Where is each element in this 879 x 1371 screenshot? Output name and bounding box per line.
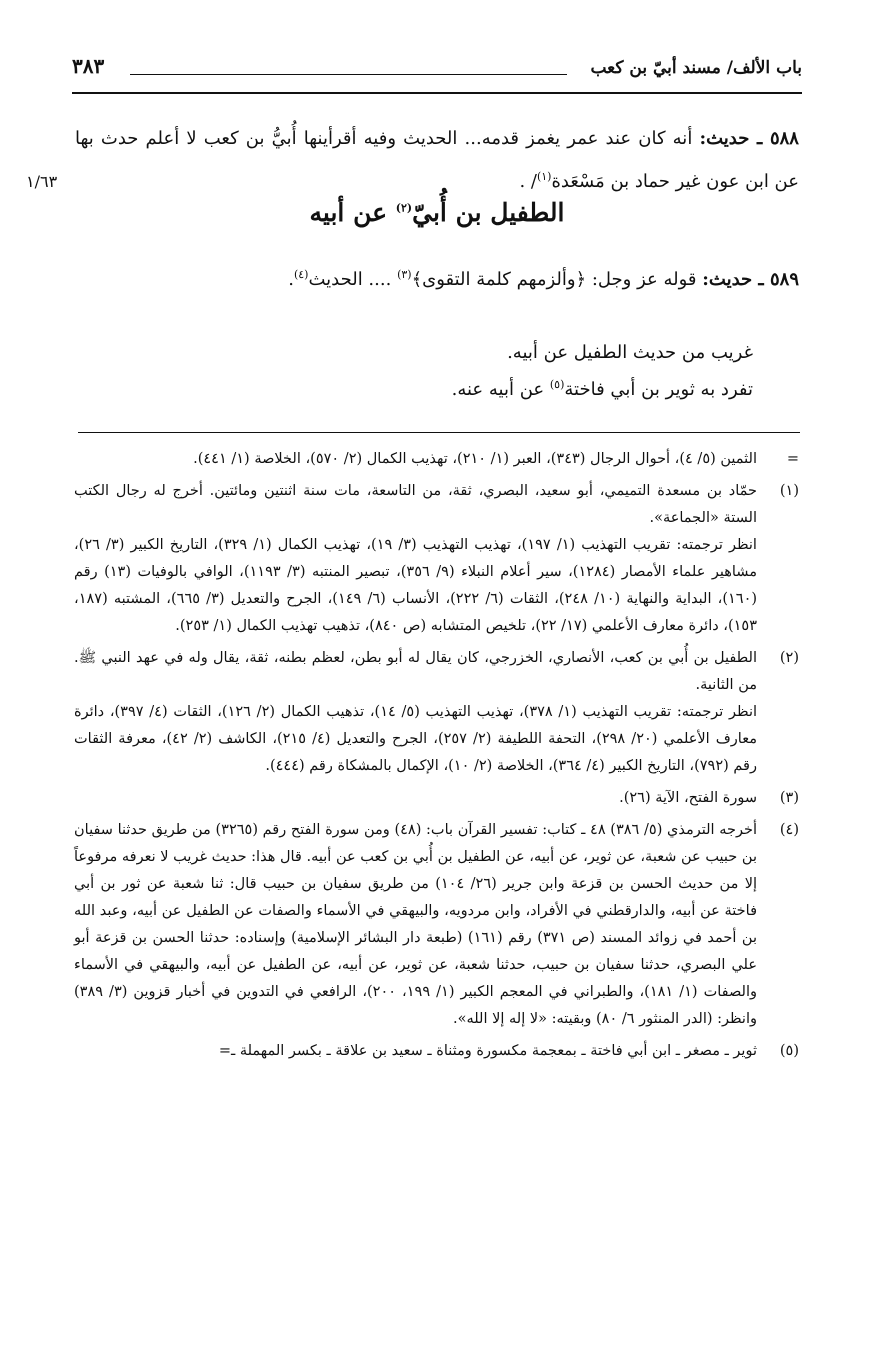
page-number: ٣٨٣ — [72, 54, 105, 78]
footnote-ref-4[interactable]: (٤) — [293, 268, 309, 281]
footnote-number: (٤) — [779, 822, 799, 838]
footnote-text: انظر ترجمته: تقريب التهذيب (١/ ١٩٧)، تهذيب التهذيب (٣/ ١٩)، تهذيب الكمال (١/ ٣٢٩)، التاريخ الكبير (٣/ ٢٦)، مشاهير علماء الأمصار (١٢٨٤)، سير أعلام النبلاء (٩/ ٣٥٦)، تبصير المنتبه (٣/ ١١٩٣)، الوافي بالوفيات (١٣) رقم (١٦٠)، البداية والنهاية (١٠/ ٢٤٨)، الثقات (٦/ ٢٢٢)، الأنساب (٦/ ١٤٩)، الجرح والتعديل (٣/ ٦٦٥)، المشتبه (١٨٧، ١٥٣)، دائرة معارف الأعلمي (١٧/ ٢٢)، تلخيص المتشابه (ص ٨٤٠)، تذهيب تهذيب الكمال (١/ ٢٥٣). — [74, 537, 758, 634]
footnote-ref-1[interactable]: (١) — [536, 170, 552, 183]
footnote-text: أخرجه الترمذي (٥/ ٣٨٦) ٤٨ ـ كتاب: تفسير القرآن باب: (٤٨) ومن سورة الفتح رقم (٣٢٦٥) من طريق حدثنا سفيان بن حبيب عن شعبة، عن ثوير، عن أبيه، عن الطفيل بن أُبي بن كعب عن أبيه. قال هذا: حديث غريب لا نعرفه مرفوعاً إلا من حديث الحسن بن قزعة وابن جرير (٢٦/ ١٠٤) من طريق سفيان بن حبيب قال: ثنا شعبة عن ثور بن أبي فاختة عن أبيه، والدارقطني في الأفراد، وابن مردويه، والبيهقي في الأسماء والصفات عن الطفيل عن أبيه، وعبد الله بن أحمد في زوائد المسند (ص ٣٧١) رقم (١٦١) (طبعة دار البشائر الإسلامية) وإسناده: حدثنا الحسن بن قزعة أبو علي البصري، حدثنا سفيان بن حبيب، حدثنا شعبة، عن ثوير، عن أبيه، عن الطفيل عن أبيه، والبيهقي في الأسماء والصفات (١/ ١٨١)، والطبراني في المعجم الكبير (١/ ١٩٩، ٢٠٠)، الرافعي في التدوين في أخبار قزوين (٣/ ٣٨٩) وانظر: (الدر المنثور ٦/ ٨٠) وبقيته: «لا إله إلا الله». — [74, 822, 758, 1027]
hadith-588-text: أنه كان عند عمر يغمز قدمه... الحديث وفيه أقرأينها أُبيُّ بن كعب لا أعلم حدث بها عن ابن عون غير حماد بن مَسْعَدة — [75, 128, 799, 192]
hadith-588-text-end: / . — [519, 171, 537, 192]
heading-text-end: عن أبيه — [309, 198, 388, 227]
footnote-number: (٢) — [779, 650, 799, 666]
hadith-589 — [75, 256, 799, 299]
footnote-ref-2[interactable]: (٢) — [395, 201, 413, 215]
footnote-separator — [78, 432, 800, 433]
footnote-ref-5[interactable]: (٥) — [549, 378, 565, 391]
footnote-5 — [74, 1038, 799, 1065]
hadith-588-label: ٥٨٨ ـ حديث: — [699, 128, 799, 149]
footnote-text: الطفيل بن أُبي بن كعب، الأنصاري، الخزرجي، كان يقال له أبو بطن، لعظم بطنه، ثقة، يقال وله في عهد النبي ﷺ. من الثانية. — [74, 650, 757, 693]
running-title: باب الألف/ مسند أبيّ بن كعب — [590, 58, 802, 78]
hadith-588 — [75, 120, 799, 201]
footnote-text: الثمين (٥/ ٤)، أحوال الرجال (٣٤٣)، العبر (١/ ٢١٠)، تهذيب الكمال (٢/ ٥٧٠)، الخلاصة (١/ ٤٤١). — [193, 451, 757, 467]
hadith-589-text-end: . — [288, 269, 294, 290]
header-rule — [130, 74, 567, 75]
footnote-number: (١) — [779, 483, 799, 499]
note-line-1: غريب من حديث الطفيل عن أبيه. — [507, 342, 753, 363]
footnote-text: انظر ترجمته: تقريب التهذيب (١/ ٣٧٨)، تهذيب التهذيب (٥/ ١٤)، تذهيب الكمال (٢/ ١٢٦)، الثقات (٤/ ٣٩٧)، دائرة معارف الأعلمي (٢٠/ ٢٩٨)، التحفة اللطيفة (٢/ ٢٥٧)، الجرح والتعديل (٤/ ٢١٥)، الكاشف (٢/ ٤٢)، معرفة الثقات رقم (٧٩٢)، التاريخ الكبير (٤/ ٣٦٤)، الخلاصة (٢/ ١٠)، الإكمال بالمشكاة رقم (٤٤٤). — [74, 704, 758, 774]
footnote-text: سورة الفتح، الآية (٢٦). — [619, 790, 757, 806]
hadith-589-label: ٥٨٩ ـ حديث: — [702, 269, 799, 290]
margin-manuscript-ref: ١/٦٣ — [26, 172, 58, 191]
footnote-4 — [74, 817, 799, 1033]
footnote-number: (٣) — [779, 790, 799, 806]
footnote-text: حمّاد بن مسعدة التميمي، أبو سعيد، البصري، ثقة، من التاسعة، مات سنة اثنتين ومائتين. أخرج له رجال الكتب الستة «الجماعة». — [74, 483, 757, 526]
footnote-2 — [74, 645, 799, 780]
footnote-ref-3[interactable]: (٣) — [397, 268, 412, 281]
hadith-589-text: قوله عز وجل: ﴿وألزمهم كلمة التقوى﴾ — [411, 269, 697, 290]
page-header — [72, 52, 802, 94]
footnote-1 — [74, 478, 799, 640]
footnote-continuation — [74, 446, 799, 473]
note-line-2-end: عن أبيه عنه. — [451, 379, 545, 400]
footnote-3 — [74, 785, 799, 812]
footnote-text: ثوير ـ مصغر ـ ابن أبي فاختة ـ بمعجمة مكسورة ومثناة ـ سعيد بن علاقة ـ بكسر المهملة ـ= — [218, 1043, 757, 1059]
note-line-2-text: تفرد به ثوير بن أبي فاختة — [564, 379, 753, 400]
hadith-589-text-mid: .... الحديث — [308, 269, 392, 290]
footnote-marker: = — [786, 451, 799, 467]
section-heading — [75, 198, 799, 227]
heading-text: الطفيل بن أُبيّ — [412, 198, 565, 227]
footnote-number: (٥) — [779, 1043, 799, 1059]
note-line-2 — [452, 378, 753, 400]
footnotes — [74, 446, 799, 1065]
